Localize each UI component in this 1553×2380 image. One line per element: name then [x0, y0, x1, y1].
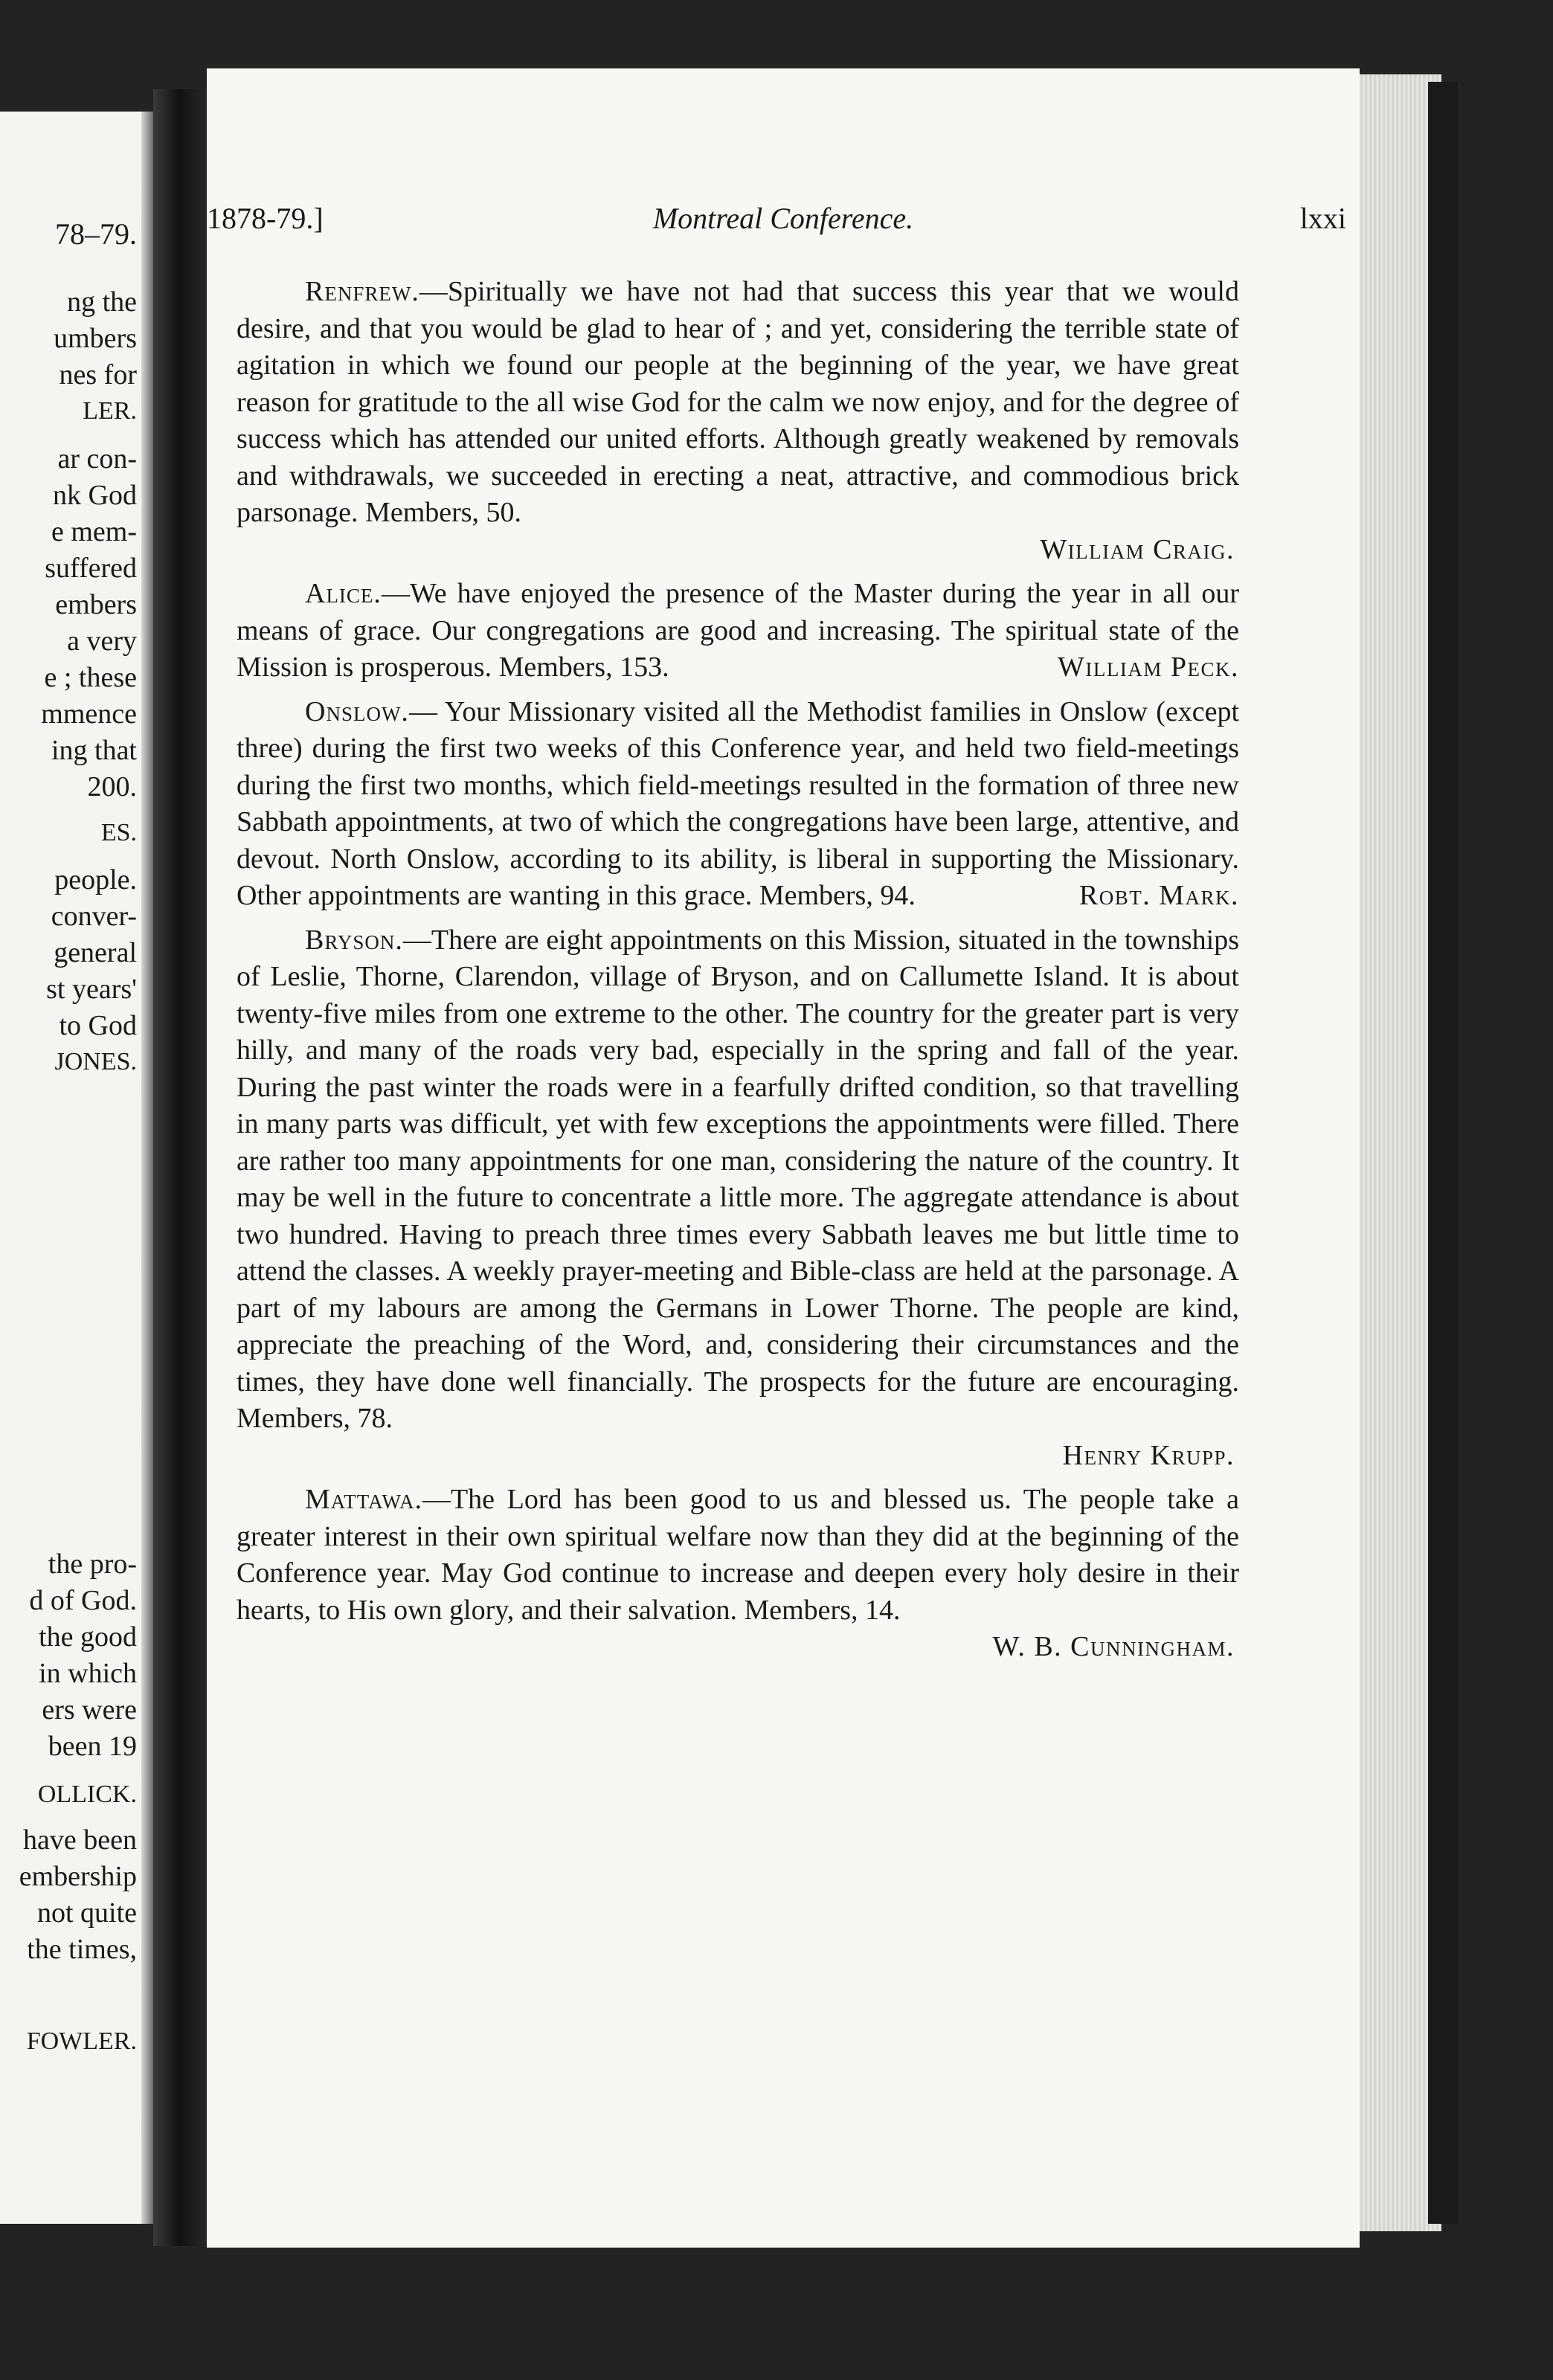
left-page-line: OLLICK.	[37, 1781, 137, 1808]
left-page-line: nk God	[53, 480, 137, 511]
left-page-line: people.	[54, 864, 137, 895]
left-page-line: FOWLER.	[26, 2027, 137, 2055]
left-page-line: embership	[19, 1861, 137, 1892]
left-page-line: JONES.	[54, 1048, 137, 1075]
place-name: Renfrew.	[305, 276, 419, 307]
entry-bryson	[237, 922, 1239, 1438]
left-page-line: st years'	[46, 974, 137, 1005]
left-page-line: e mem-	[51, 516, 137, 547]
left-page-line: a very	[67, 625, 137, 657]
left-page-line: ers were	[42, 1694, 137, 1726]
left-page-line: to God	[59, 1010, 137, 1041]
left-facing-page	[0, 112, 153, 2224]
entry-alice	[237, 576, 1239, 686]
left-page-line: ar con-	[57, 443, 137, 475]
left-page-line: have been	[23, 1824, 137, 1856]
left-page-line: 200.	[87, 771, 137, 803]
entry-text: —We have enjoyed the presence of the Master during the year in all our means of grace. Our congregations are good and increasing. The spiritual state of the Mission is prosperous. Members, 153.	[237, 578, 1239, 683]
main-page	[207, 68, 1360, 2248]
signature: William Craig.	[1040, 533, 1235, 565]
signature: W. B. Cunningham.	[992, 1631, 1235, 1662]
left-page-line: ng the	[67, 286, 137, 318]
running-head-title: Montreal Conference.	[652, 202, 914, 235]
place-name: Onslow.	[305, 695, 409, 727]
place-name: Alice.	[305, 578, 382, 609]
left-page-line: d of God.	[29, 1585, 137, 1616]
running-head-year: 1878-79.]	[207, 202, 324, 235]
left-page-line: mmence	[41, 698, 137, 730]
book-edge-shadow	[1428, 82, 1458, 2224]
page-number: lxxi	[1299, 202, 1346, 235]
left-page-line: the times,	[27, 1934, 137, 1965]
entry-text: —The Lord has been good to us and blessed us. The people take a greater interest in their own spiritual welfare now than they did at the beginning of the Conference year. May God continue to increase and deepen every holy desire in their hearts, to His own glory, and their salvation. Members, 14.	[237, 1484, 1239, 1626]
signature: Henry Krupp.	[1062, 1439, 1235, 1471]
left-page-line: general	[54, 937, 137, 968]
page-body	[237, 274, 1239, 1666]
book-gutter	[153, 89, 210, 2246]
entry-text: — Your Missionary visited all the Methodist families in Onslow (except three) during the first two weeks of this Conference year, and held two field-meetings during the first two months, which field-meetings resulted in the formation of three new Sabbath appointments, at two of which the congregations have been large, attentive, and devout. North Onslow, according to its ability, is liberal in supporting the Missionary. Other appointments are wanting in this grace. Members, 94.	[237, 695, 1239, 911]
left-page-line: ing that	[51, 735, 137, 766]
left-running-head: 78–79.	[55, 217, 137, 251]
left-page-line: nes for	[59, 359, 137, 390]
entry-text: —There are eight appointments on this Mission, situated in the townships of Leslie, Thorne, Clarendon, village of Bryson, and on Callumette Island. It is about twenty-five miles from one extreme to the other. The country for the greater part is very hilly, and many of the roads very bad, especially in the spring and fall of the year. During the past winter the roads were in a fearfully drifted condition, so that travelling in many parts was difficult, yet with few exceptions the appointments were filled. There are rather too many appointments for one man, considering the nature of the country. It may be well in the future to concentrate a little more. The aggregate attendance is about two hundred. Having to preach three times every Sabbath leaves me but little time to attend the classes. A weekly prayer-meeting and Bible-class are held at the parsonage. A part of my labours are among the Germans in Lower Thorne. The people are kind, appreciate the preaching of the Word, and, considering their circumstances and the times, they have done well financially. The prospects for the future are encouraging. Members, 78.	[237, 924, 1239, 1434]
entry-renfrew	[237, 274, 1239, 532]
left-page-line: in which	[39, 1658, 137, 1689]
entry-text: —Spiritually we have not had that success this year that we would desire, and that you would be glad to hear of ; and yet, considering the terrible state of agitation in which we found our people at the beginning of the year, we have great reason for gratitude to the all wise God for the calm we now enjoy, and for the degree of success which has attended our united efforts. Although greatly weakened by removals and withdrawals, we succeeded in erecting a neat, attractive, and commodious brick parsonage. Members, 50.	[237, 276, 1239, 528]
left-page-edge-shadow	[141, 112, 153, 2224]
left-page-line: been 19	[48, 1731, 137, 1762]
place-name: Mattawa.	[305, 1484, 422, 1515]
left-page-line: the pro-	[48, 1548, 137, 1580]
left-page-line: conver-	[51, 901, 137, 932]
left-page-line: embers	[55, 589, 137, 620]
left-page-line: e ; these	[44, 662, 137, 693]
left-page-line: the good	[39, 1621, 137, 1653]
place-name: Bryson.	[305, 924, 403, 956]
signature: William Peck.	[1058, 652, 1239, 683]
left-page-line: LER.	[83, 397, 137, 425]
left-page-line: umbers	[54, 323, 137, 354]
running-head	[207, 201, 1360, 242]
signature: Robt. Mark.	[1078, 880, 1239, 911]
entry-mattawa	[237, 1482, 1239, 1629]
left-page-line: suffered	[45, 553, 137, 584]
entry-onslow	[237, 694, 1239, 915]
left-page-line: not quite	[36, 1897, 137, 1929]
left-page-line: ES.	[100, 819, 137, 846]
